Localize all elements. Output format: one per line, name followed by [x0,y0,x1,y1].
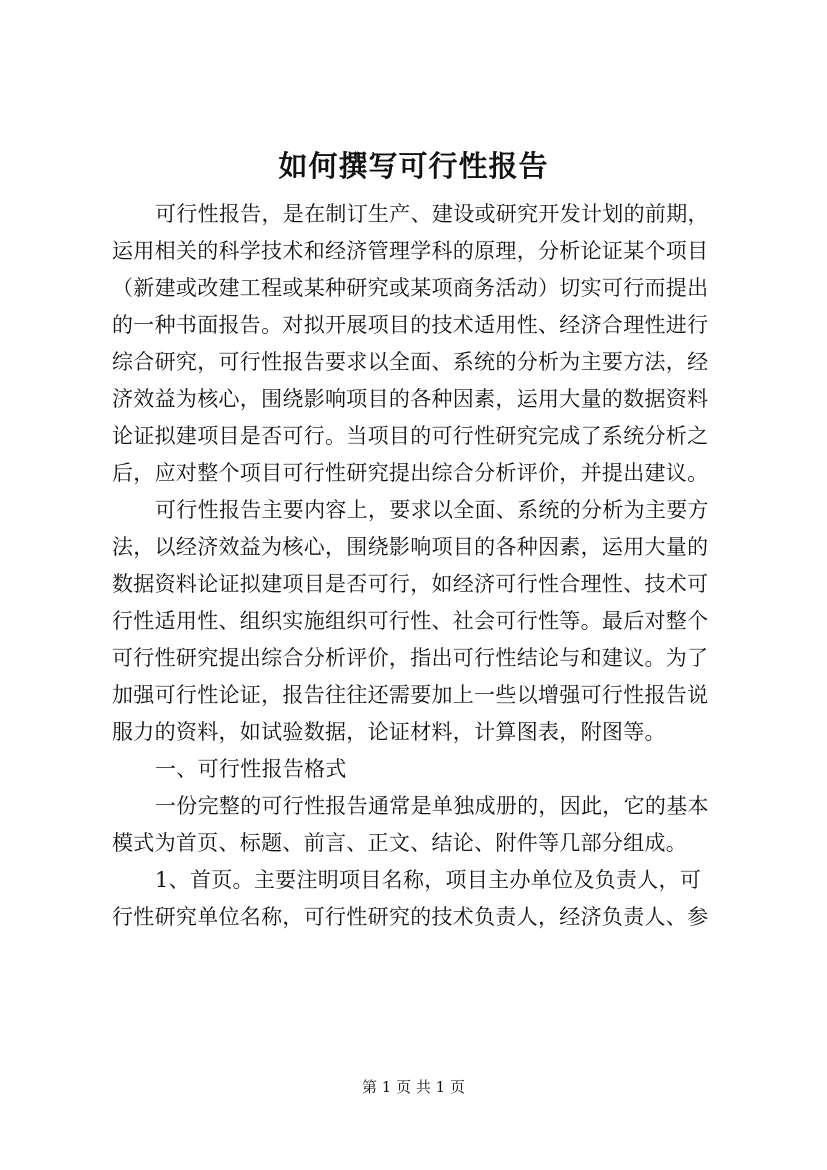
text-line: 服力的资料，如试验数据，论证材料，计算图表，附图等。 [112,720,666,744]
text-line: 法，以经济效益为核心，围绕影响项目的各种因素，运用大量的 [112,535,709,559]
text-line: 一份完整的可行性报告通常是单独成册的，因此，它的基本 [155,794,709,818]
text-line: 运用相关的科学技术和经济管理学科的原理，分析论证某个项目 [112,239,709,263]
text-line: 行性研究单位名称，可行性研究的技术负责人，经济负责人、参 [112,905,709,929]
document-body [112,196,732,936]
text-line: 1、首页。主要注明项目名称，项目主办单位及负责人，可 [155,868,702,892]
text-line: 济效益为核心，围绕影响项目的各种因素，运用大量的数据资料 [112,387,709,411]
text-line: 的一种书面报告。对拟开展项目的技术适用性、经济合理性进行 [112,313,709,337]
text-line: 行性适用性、组织实施组织可行性、社会可行性等。最后对整个 [112,609,709,633]
text-line: （新建或改建工程或某种研究或某项商务活动）切实可行而提出 [112,276,709,300]
text-line: 模式为首页、标题、前言、正文、结论、附件等几部分组成。 [112,831,688,855]
text-line: 加强可行性论证，报告往往还需要加上一些以增强可行性报告说 [112,683,709,707]
text-line: 可行性报告主要内容上，要求以全面、系统的分析为主要方 [155,498,709,522]
document-title: 如何撰写可行性报告 [278,149,549,183]
text-line: 数据资料论证拟建项目是否可行，如经济可行性合理性、技术可 [112,572,709,596]
text-line: 一、可行性报告格式 [155,757,347,781]
text-line: 可行性研究提出综合分析评价，指出可行性结论与和建议。为了 [112,646,709,670]
text-line: 可行性报告，是在制订生产、建设或研究开发计划的前期， [155,202,709,226]
page-footer: 第 1 页 共 1 页 [362,1078,465,1096]
text-line: 论证拟建项目是否可行。当项目的可行性研究完成了系统分析之 [112,424,709,448]
text-line: 综合研究，可行性报告要求以全面、系统的分析为主要方法，经 [112,350,709,374]
text-line: 后，应对整个项目可行性研究提出综合分析评价，并提出建议。 [112,461,709,485]
